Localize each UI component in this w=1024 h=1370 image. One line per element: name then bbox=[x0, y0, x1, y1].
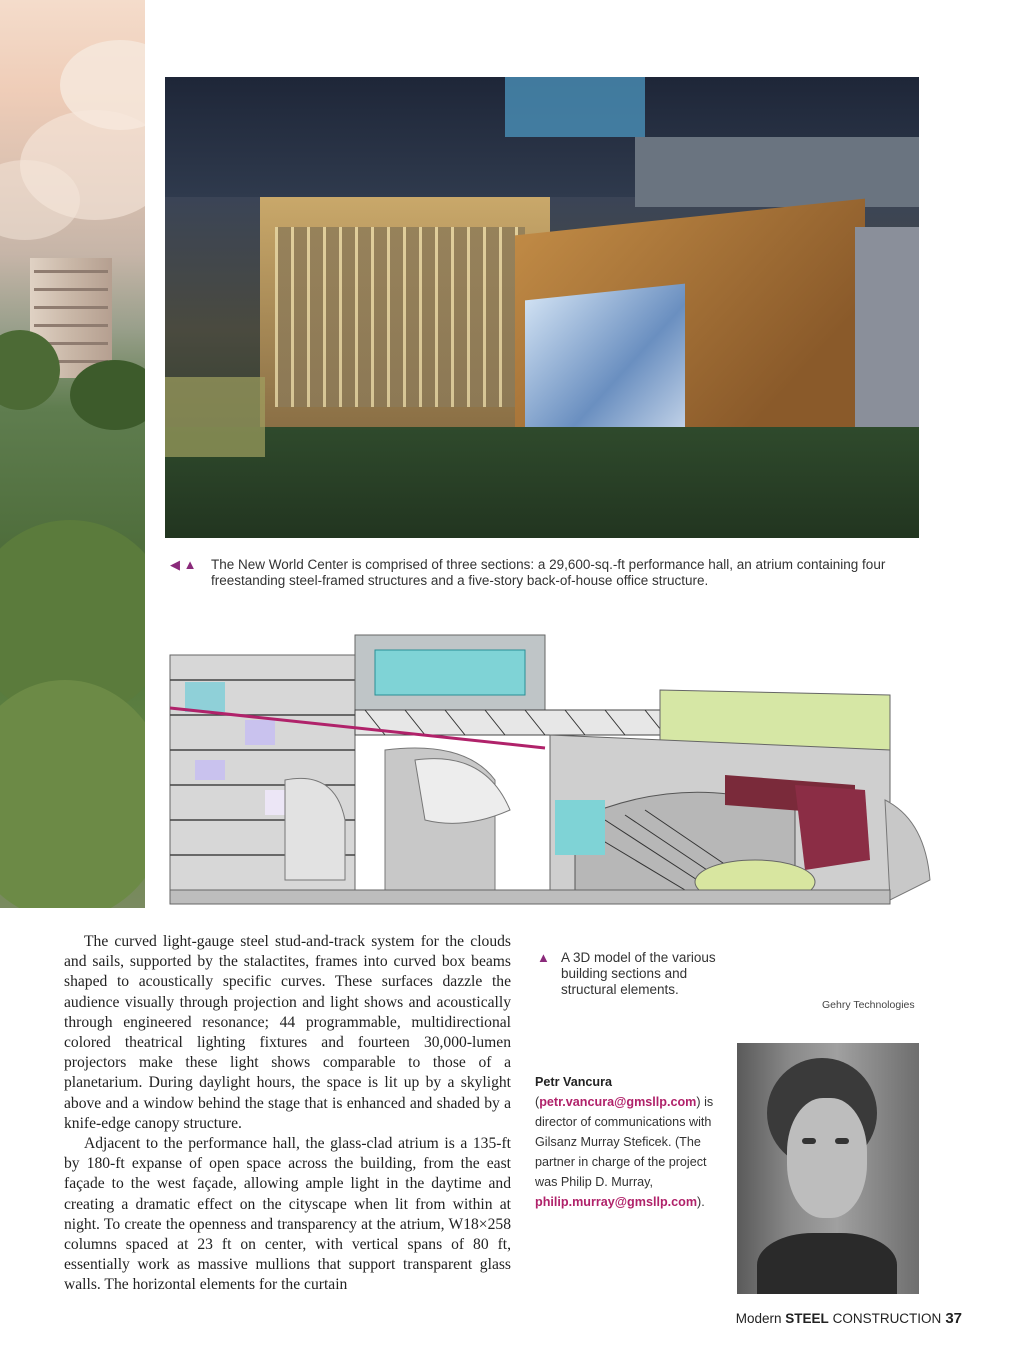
partner-email-link[interactable]: philip.murray@gmsllp.com bbox=[535, 1195, 698, 1209]
publication-name-a: Modern bbox=[735, 1311, 786, 1326]
new-world-center-night-photo bbox=[165, 77, 919, 538]
body-paragraph-1: The curved light-gauge steel stud-and-track system for the clouds and sails, supported by the stalactites, frames into curved box beams shaped to acoustically specific curves. These surfaces dazzle the audience visually through projection and light shows and acoustically through engineered resonance; 44 programmable, multidirectional colored theatrical lighting fixtures and fourteen 30,000-lumen projectors make these light shows comparable to those of a planetarium. During daylight hours, the space is lit up by a skylight above and a window behind the stage that is enhanced and shaded by a knife-edge canopy structure. bbox=[64, 933, 511, 1132]
body-paragraph-2: Adjacent to the performance hall, the glass-clad atrium is a 135-ft by 180-ft expanse of open space across the building, from the east façade to the west façade, allowing ample light in the daytime and creating a dramatic effect on the cityscape when lit from within at night. To create the openness and transparency at the atrium, W18×258 columns spaced at 23 ft on center, with vertical spans of 80 ft, essentially work as massive mullions that support transparent glass walls. The horizontal elements for the curtain bbox=[64, 1135, 511, 1294]
publication-name-b: STEEL bbox=[785, 1311, 829, 1326]
publication-name-c: CONSTRUCTION bbox=[828, 1311, 942, 1326]
page-number: 37 bbox=[945, 1310, 962, 1327]
photo-caption-block bbox=[170, 557, 910, 589]
photo-caption: The New World Center is comprised of three sections: a 29,600-sq.-ft performance hall, an atrium containing four freestanding steel-framed structures and a five-story back-of-house office structure. bbox=[211, 557, 886, 588]
author-bio: Petr Vancura (petr.vancura@gmsllp.com) is director of communications with Gilsanz Murray Steficek. (The partner in charge of the project was Philip D. Murray, philip.murray@gmsllp.com). bbox=[535, 1075, 714, 1209]
bio-text-2: ). bbox=[697, 1195, 705, 1209]
bio-text-1: ) is director of communications with Gilsanz Murray Steficek. (The partner in charge of the project was Philip D. Murray, bbox=[535, 1095, 714, 1189]
cityscape-strip-photo bbox=[0, 0, 145, 908]
page-footer bbox=[736, 1310, 962, 1327]
author-email-link[interactable]: petr.vancura@gmsllp.com bbox=[539, 1095, 697, 1109]
author-name: Petr Vancura bbox=[535, 1075, 613, 1089]
author-portrait-photo bbox=[737, 1043, 919, 1294]
building-3d-model-illustration bbox=[165, 620, 935, 918]
caption-arrow-up-icon: ▲ bbox=[537, 950, 550, 965]
caption-arrow-icon: ◀ ▲ bbox=[170, 557, 197, 572]
article-body bbox=[64, 932, 511, 1296]
model-caption-block bbox=[537, 950, 717, 998]
model-credit: Gehry Technologies bbox=[822, 999, 915, 1011]
model-caption: A 3D model of the various building sections and structural elements. bbox=[561, 950, 716, 997]
